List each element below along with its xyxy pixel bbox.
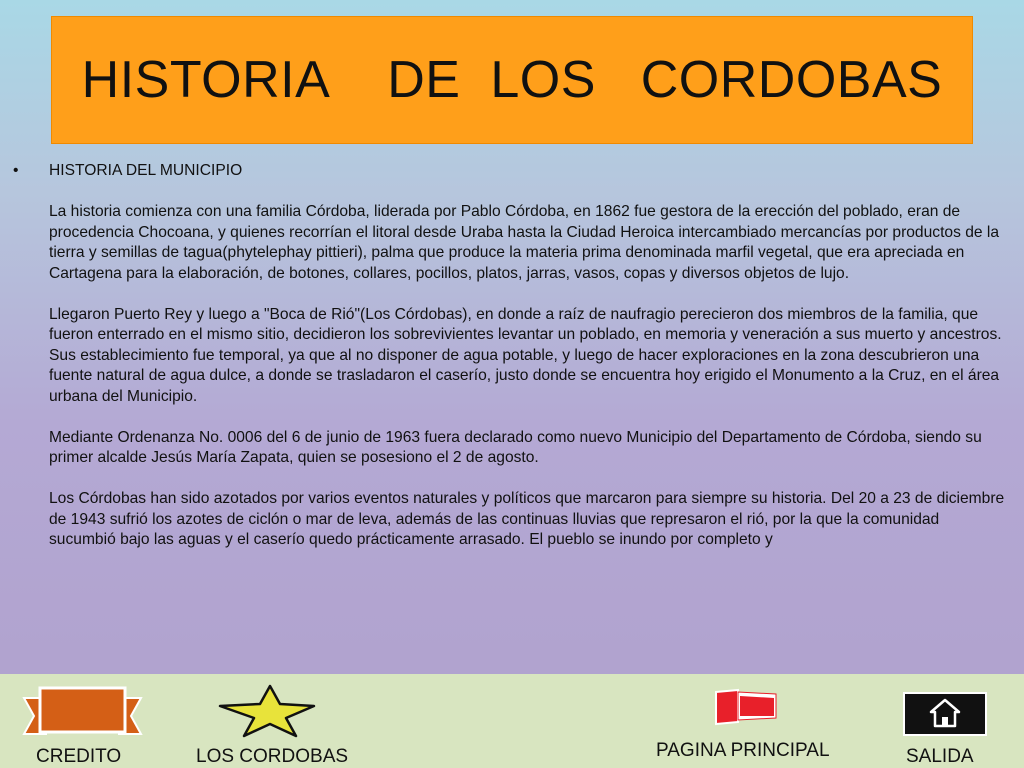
los-cordobas-button[interactable] <box>196 682 366 768</box>
paragraph-3: Mediante Ordenanza No. 0006 del 6 de junio de 1963 fuera declarado como nuevo Municipio del Departamento de Córdoba, siendo su primer alcalde Jesús María Zapata, quien se posesiono el 2 de agosto. <box>49 428 982 466</box>
ribbon-banner-icon <box>20 682 145 744</box>
pagina-principal-label: PAGINA PRINCIPAL <box>656 740 830 761</box>
page-title: HISTORIA DE LOS CORDOBAS <box>81 51 943 109</box>
flag-icon <box>712 686 782 730</box>
section-heading: HISTORIA DEL MUNICIPIO <box>49 162 243 179</box>
paragraph-2: Llegaron Puerto Rey y luego a "Boca de Rió"(Los Córdobas), en donde a raíz de naufragio perecieron dos miembros de la familia, que fueron enterrado en el mismo sitio, decidieron los sobrevivientes levantar un poblado, en memoria y veneración a sus muerto y ancestros. Sus establecimiento fue temporal, ya que al no disponer de agua potable, y luego de hacer exploraciones en la zona descubrieron una fuente natural de agua dulce, a donde se trasladaron el caserío, justo donde se encuentra hoy erigido el Monumento a la Cruz, en el área urbana del Municipio. <box>49 305 1002 405</box>
credito-button[interactable] <box>20 682 145 768</box>
home-icon <box>903 692 987 736</box>
salida-button[interactable] <box>900 692 1000 768</box>
salida-label: SALIDA <box>906 746 974 767</box>
paragraph-4: Los Córdobas han sido azotados por varios eventos naturales y políticos que marcaron para siempre su historia. Del 20 a 23 de diciembre de 1943 sufrió los azotes de ciclón o mar de leva, además de las continuas lluvias que represaron el rió, por la que la comunidad sucumbió bajo las aguas y el caserío quedo prácticamente arrasado. El pueblo se inundo por completo y <box>49 490 1005 548</box>
footer-nav <box>0 674 1024 768</box>
paragraph-1: La historia comienza con una familia Córdoba, liderada por Pablo Córdoba, en 1862 fue gestora de la erección del poblado, eran de procedencia Chocoana, y quienes recorrían el litoral desde Uraba hasta la Ciudad Heroica intercambiado mercancías por productos de la tierra y semillas de tagua(phytelephay pittieri), palma que produce la materia prima denominada marfil vegetal, que era apreciada en Cartagena para la elaboración, de botones, collares, pocillos, platos, jarras, vasos, copas y diversos objetos de lujo. <box>49 203 1000 282</box>
los-cordobas-label: LOS CORDOBAS <box>196 746 349 767</box>
pagina-principal-button[interactable] <box>656 682 856 768</box>
title-banner <box>51 16 973 144</box>
content-body <box>13 161 1009 571</box>
star-icon <box>216 684 316 738</box>
credito-label: CREDITO <box>36 746 122 767</box>
bullet-marker: • <box>13 162 19 179</box>
